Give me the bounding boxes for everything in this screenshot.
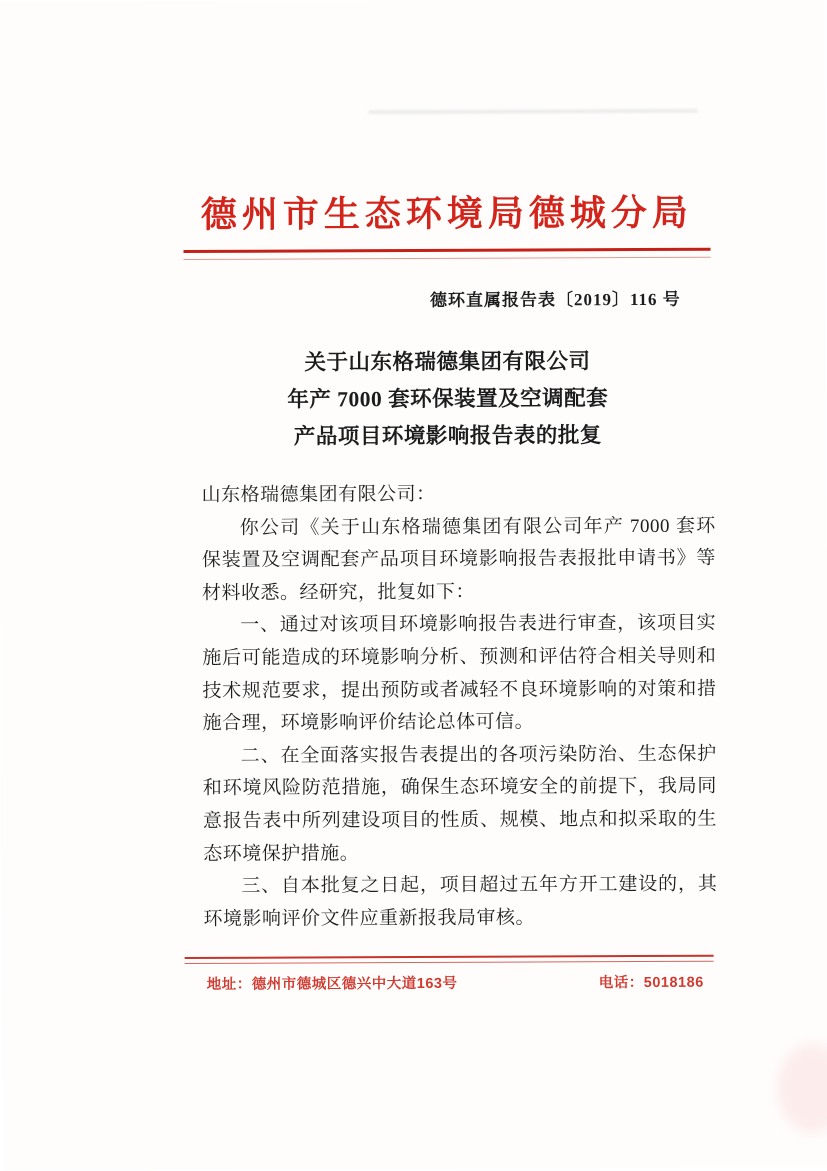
document-footer (185, 955, 714, 994)
scan-artifact-smudge (368, 109, 698, 114)
document-body (202, 478, 718, 937)
body-paragraph-intro: 你公司《关于山东格瑞德集团有限公司年产 7000 套环保装置及空调配套产品项目环境影响报告表报批申请书》等材料收悉。经研究，批复如下： (201, 515, 716, 604)
letterhead-title: 德州市生态环境局德城分局 (200, 192, 693, 235)
body-paragraph-item-2: 二、在全面落实报告表提出的各项污染防治、生态保护和环境风险防范措施，确保生态环境安全的前提下，我局同意报告表中所列建设项目的性质、规模、地点和拟采取的生态环境保护措施。 (202, 743, 718, 865)
title-line-1: 关于山东格瑞德集团有限公司 (304, 349, 591, 375)
salutation: 山东格瑞德集团有限公司： (201, 483, 436, 506)
body-paragraph-item-3: 三、自本批复之日起，项目超过五年方开工建设的，其环境影响评价文件应重新报我局审核。 (203, 873, 718, 930)
footer-red-divider (185, 955, 714, 964)
scan-artifact-blotch (777, 1043, 827, 1133)
title-line-2: 年产 7000 套环保装置及空调配套 (287, 386, 609, 412)
letterhead-red-divider (184, 248, 711, 260)
body-paragraph-item-1: 一、通过对该项目环境影响报告表进行审查，该项目实施后可能造成的环境影响分析、预测和评估符合相关导则和技术规范要求，提出预防或者减轻不良环境影响的对策和措施合理，环境影响评价结论总体可信。 (202, 613, 717, 735)
document-title (184, 343, 711, 456)
title-line-3: 产品项目环境影响报告表的批复 (293, 423, 602, 449)
footer-address: 地址：德州市德城区德兴中大道163号 (206, 975, 458, 993)
document-number: 德环直属报告表〔2019〕116 号 (429, 289, 681, 310)
footer-phone: 电话：5018186 (598, 974, 704, 992)
